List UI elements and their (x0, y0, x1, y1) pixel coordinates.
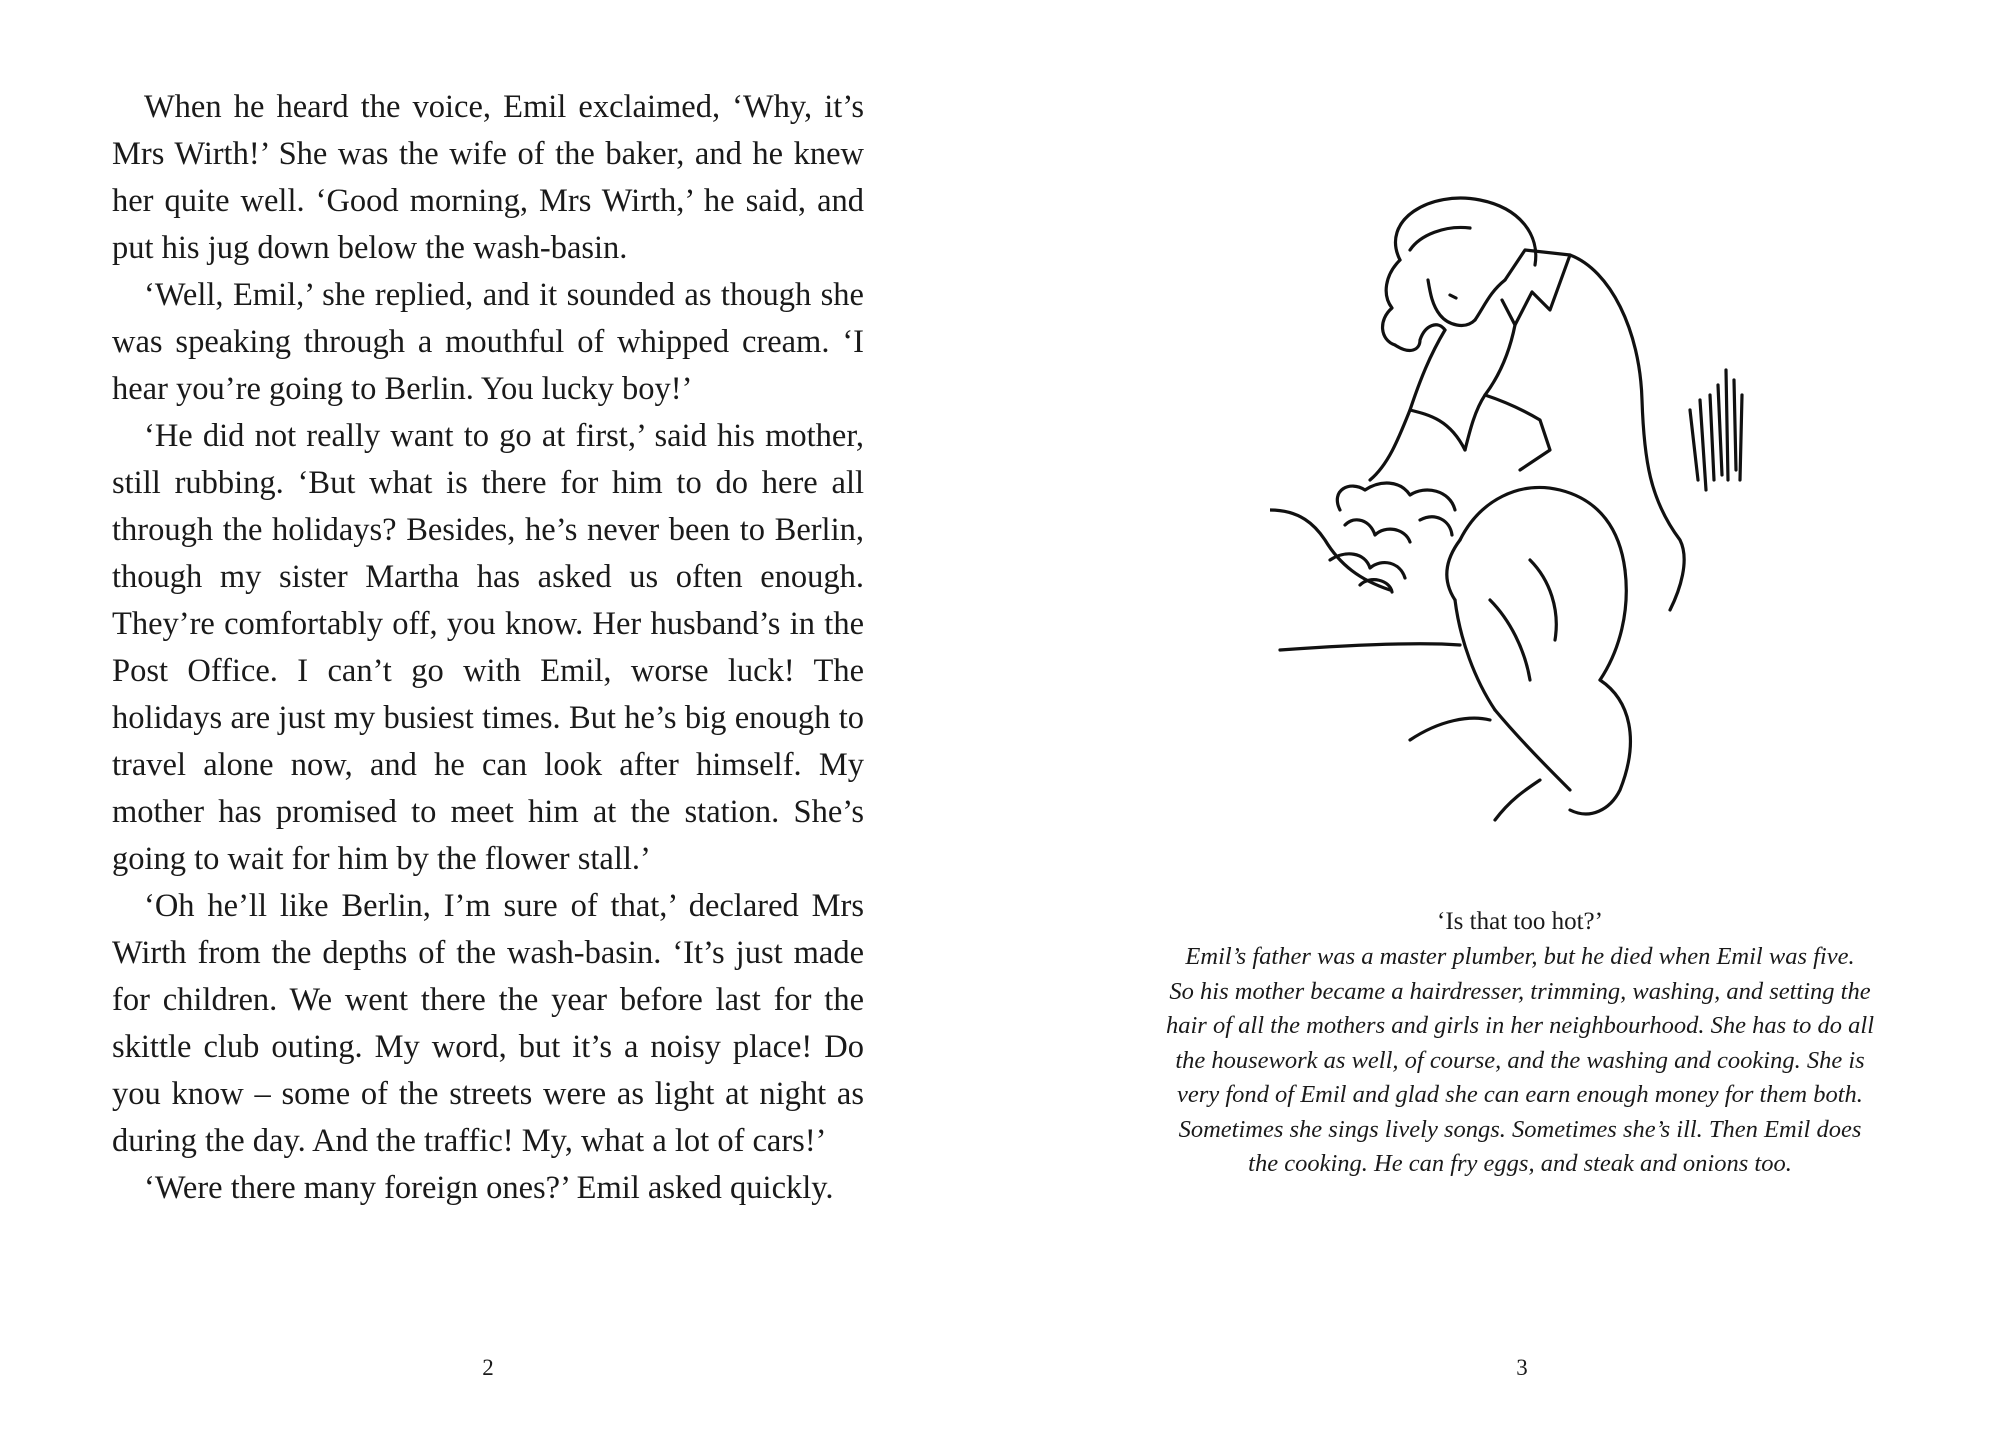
caption-title: ‘Is that too hot?’ (1437, 908, 1603, 935)
caption-line: So his mother became a hairdresser, trimming, washing, and setting the (1169, 977, 1871, 1005)
caption-body (1110, 940, 1930, 1182)
caption-line: Emil’s father was a master plumber, but he died when Emil was five. (1185, 943, 1855, 970)
hairdresser-washing-hair-illustration (1270, 180, 1790, 870)
paragraph: ‘He did not really want to go at first,’ said his mother, still rubbing. ‘But what is there for him to do here all through the holidays? Besides, he’s never been to Berlin, though my sister Martha has asked us often enough. They’re comfortably off, you know. Her husband’s in the Post Office. I can’t go with Emil, worse luck! The holidays are just my busiest times. But he’s big enough to travel alone now, and he can look after himself. My mother has promised to meet him at the station. She’s going to wait for him by the flower stall.’ (112, 418, 864, 877)
caption-line: hair of all the mothers and girls in her neighbourhood. She has to do all (1165, 1012, 1874, 1039)
paragraph: ‘Were there many foreign ones?’ Emil asked quickly. (144, 1170, 834, 1206)
caption-line: the housework as well, of course, and the washing and cooking. She is (1175, 1046, 1865, 1074)
paragraph: ‘Well, Emil,’ she replied, and it sounded as though she was speaking through a mouthful of whipped cream. ‘I hear you’re going to Berlin. You lucky boy!’ (112, 277, 864, 407)
paragraph: When he heard the voice, Emil exclaimed, ‘Why, it’s Mrs Wirth!’ She was the wife of the baker, and he knew her quite well. ‘Good morning, Mrs Wirth,’ he said, and put his jug down below the wash-basin. (112, 89, 864, 266)
page-number: 2 (482, 1355, 494, 1380)
caption-line: the cooking. He can fry eggs, and steak and onions too. (1248, 1150, 1792, 1177)
caption-line: Sometimes she sings lively songs. Sometimes she’s ill. Then Emil does (1178, 1115, 1862, 1143)
caption-line: very fond of Emil and glad she can earn enough money for them both. (1177, 1081, 1863, 1108)
page-number: 3 (1516, 1355, 1528, 1380)
paragraph: ‘Oh he’ll like Berlin, I’m sure of that,’ declared Mrs Wirth from the depths of the wash-basin. ‘It’s just made for children. We went there the year before last for the skittle club outing. My word, but it’s a noisy place! Do you know – some of the streets were as light at night as during the day. And the traffic! My, what a lot of cars!’ (112, 888, 864, 1159)
left-page (0, 0, 968, 1449)
body-text (112, 84, 864, 1212)
